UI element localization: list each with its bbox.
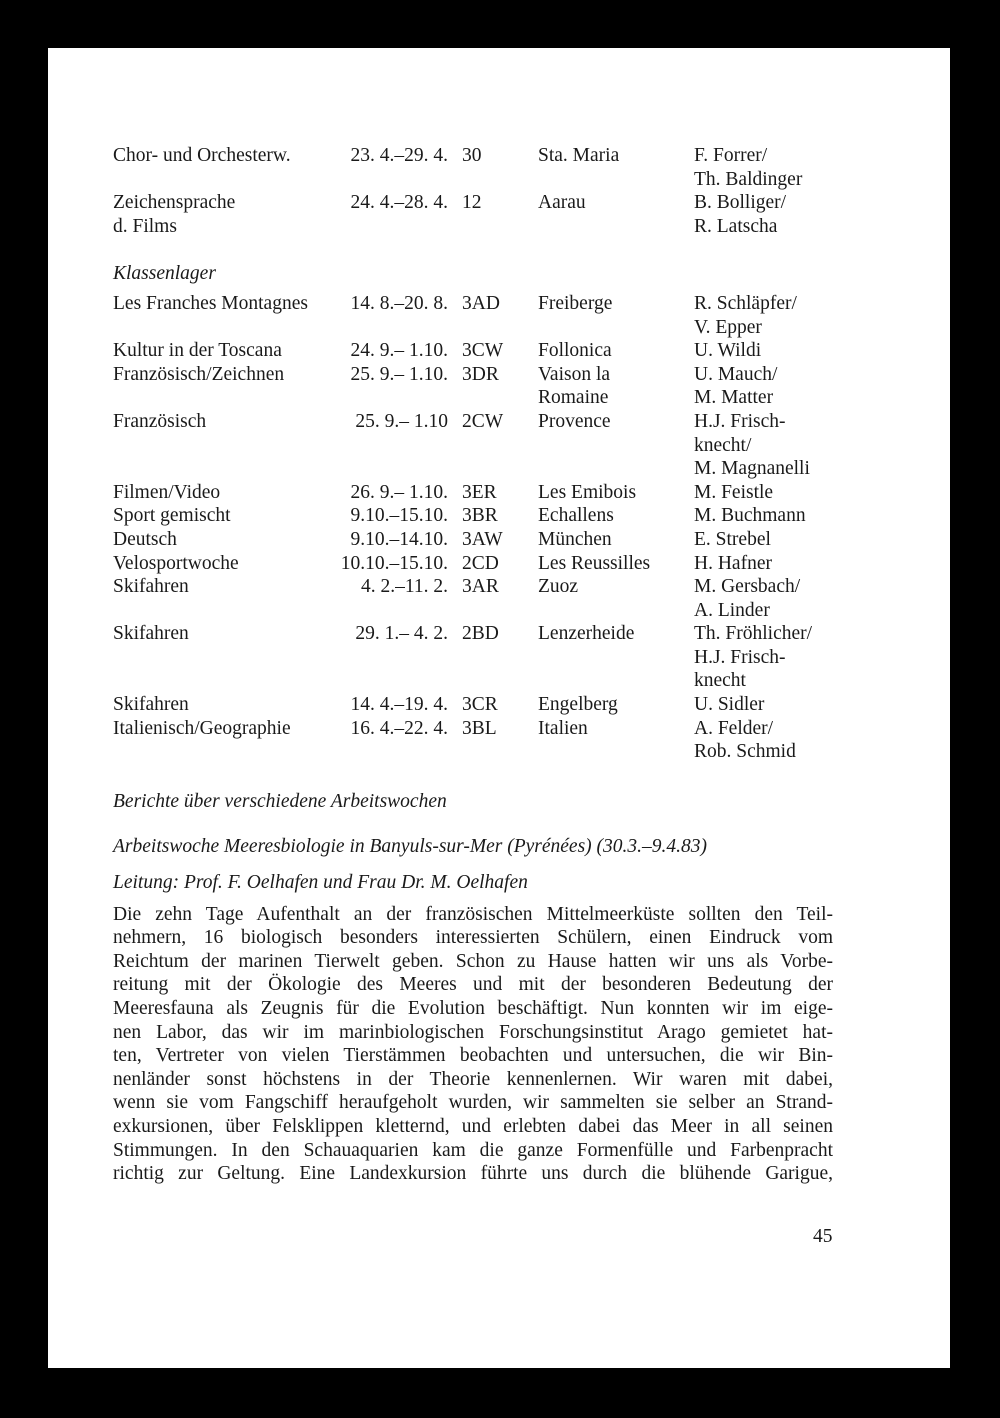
leader: U. Sidler <box>694 694 765 716</box>
leader: knecht <box>694 670 746 692</box>
paragraph-line: Meeresfauna als Zeugnis für die Evolution beschäftigt. Nun konnten wir im eige- <box>113 998 833 1019</box>
body-paragraph <box>113 903 833 1186</box>
course-title-cell <box>113 504 325 528</box>
leader-cell <box>694 339 761 363</box>
paragraph-line: Stimmungen. In den Schauaquarien kam die ganze Formenfülle und Farbenpracht <box>113 1139 833 1161</box>
course-title-cell <box>113 144 325 191</box>
course-title: Skifahren <box>113 576 189 598</box>
place: Italien <box>538 717 588 739</box>
leader: F. Forrer/ <box>694 145 768 166</box>
course-title: Deutsch <box>113 528 177 550</box>
course-title-cell <box>113 363 325 410</box>
date-cell: 25. 9.– 1.10. <box>350 363 448 385</box>
arbeitswochen-table <box>113 144 833 238</box>
place: Vaison la <box>538 363 611 385</box>
place-cell <box>538 481 694 505</box>
leader: Th. Fröhlicher/ <box>694 623 813 645</box>
date-cell: 14. 8.–20. 8. <box>350 292 448 314</box>
page-content <box>113 144 833 1186</box>
place: Aarau <box>538 192 586 214</box>
course-title-cell <box>113 292 325 339</box>
leader-cell <box>694 191 786 238</box>
paragraph-line: reitung mit der Ökologie des Meeres und mit der besonderen Bedeutung der <box>113 974 833 996</box>
place: Engelberg <box>538 694 618 716</box>
table-row <box>113 339 833 363</box>
course-title: Chor- und Orchesterw. <box>113 145 291 166</box>
table-row <box>113 528 833 552</box>
date-cell: 4. 2.–11. 2. <box>360 576 448 598</box>
place: Les Emibois <box>538 481 637 503</box>
date-cell: 10.10.–15.10. <box>340 552 448 574</box>
table-row <box>113 410 833 481</box>
page-number: 45 <box>813 1226 833 1247</box>
place-cell <box>538 191 694 238</box>
leader: A. Felder/ <box>694 717 774 739</box>
date-cell: 9.10.–15.10. <box>350 505 448 527</box>
leader: M. Magnanelli <box>694 458 810 480</box>
place-cell <box>538 363 694 410</box>
table-row <box>113 552 833 576</box>
course-title-cell <box>113 339 325 363</box>
class-code-cell: 2BD <box>462 623 499 645</box>
leader-cell <box>694 292 797 339</box>
course-title-cell <box>113 481 325 505</box>
place-cell <box>538 717 694 764</box>
course-title: Skifahren <box>113 694 189 716</box>
course-title: Filmen/Video <box>113 481 221 503</box>
place: Provence <box>538 410 611 432</box>
class-code-cell: 3CW <box>462 340 504 362</box>
course-title-cell <box>113 191 325 238</box>
leader: M. Gersbach/ <box>694 576 801 598</box>
paragraph-line: nenländer sonst höchstens in der Theorie kennenlernen. Wir waren mit dabei, <box>113 1068 833 1090</box>
paragraph-line: exkursionen, über Felsklippen kletternd, und erlebten dabei das Meer in all seinen <box>113 1115 833 1137</box>
table-row <box>113 622 833 693</box>
leader-cell <box>694 410 810 481</box>
place: Freiberge <box>538 292 613 314</box>
class-code-cell: 3DR <box>462 363 499 385</box>
date-cell: 9.10.–14.10. <box>350 528 448 550</box>
date-cell: 14. 4.–19. 4. <box>350 694 448 716</box>
class-code-cell: 2CD <box>462 552 499 574</box>
course-title: Zeichensprache <box>113 192 236 214</box>
leader: Rob. Schmid <box>694 741 796 763</box>
place-cell <box>538 575 694 622</box>
leitung-line: Leitung: Prof. F. Oelhafen und Frau Dr. M. Oelhafen <box>113 872 528 894</box>
leader: M. Buchmann <box>694 505 806 527</box>
berichte-heading: Berichte über verschiedene Arbeitswochen <box>113 790 447 812</box>
leader: A. Linder <box>694 599 770 621</box>
course-title: Les Franches Montagnes <box>113 292 308 314</box>
leader-cell <box>694 504 806 528</box>
course-title-cell <box>113 693 325 717</box>
paragraph-line: Reichtum der marinen Tierwelt geben. Schon zu Hause hatten wir uns als Vorbe- <box>113 950 833 972</box>
table-row <box>113 717 833 764</box>
table-row <box>113 575 833 622</box>
leader: R. Schläpfer/ <box>694 292 797 314</box>
place-cell <box>538 528 694 552</box>
course-title-cell <box>113 575 325 622</box>
class-code-cell: 3CR <box>462 694 498 716</box>
class-code-cell: 3ER <box>462 481 497 503</box>
paragraph-line: ten, Vertreter von vielen Tierstämmen beobachten und untersuchen, die wir Bin- <box>113 1045 833 1067</box>
course-title-cell <box>113 410 325 481</box>
place-cell <box>538 622 694 693</box>
document-page <box>48 48 950 1368</box>
date-cell: 16. 4.–22. 4. <box>350 717 448 739</box>
paragraph-line: nehmern, 16 biologisch besonders interessierten Schülern, einen Eindruck vom <box>113 927 833 949</box>
class-code-cell: 30 <box>462 145 482 166</box>
leader-cell <box>694 622 812 693</box>
table-row <box>113 191 833 238</box>
course-title-cell <box>113 552 325 576</box>
date-cell: 24. 4.–28. 4. <box>350 192 448 214</box>
class-code-cell: 3BR <box>462 505 498 527</box>
class-code-cell: 2CW <box>462 410 504 432</box>
course-title-cell <box>113 528 325 552</box>
course-title: Sport gemischt <box>113 505 231 527</box>
place: Les Reussilles <box>538 552 651 574</box>
place-cell <box>538 339 694 363</box>
place: Follonica <box>538 340 612 362</box>
leader-cell <box>694 552 772 576</box>
place-cell <box>538 410 694 481</box>
course-title: Velosportwoche <box>113 552 239 574</box>
leader: H.J. Frisch- <box>694 646 786 668</box>
course-title: d. Films <box>113 215 177 237</box>
place: Zuoz <box>538 576 579 598</box>
course-title-cell <box>113 717 325 764</box>
class-code-cell: 3BL <box>462 717 497 739</box>
place-cell <box>538 693 694 717</box>
course-title-cell <box>113 622 325 693</box>
paragraph-line: Die zehn Tage Aufenthalt an der französischen Mittelmeerküste sollten den Teil- <box>113 903 833 925</box>
leader: V. Epper <box>694 316 762 338</box>
leader: R. Latscha <box>694 215 778 237</box>
course-title: Französisch/Zeichnen <box>113 363 285 385</box>
paragraph-line: richtig zur Geltung. Eine Landexkursion führte uns durch die blühende Garigue, <box>113 1163 833 1185</box>
table-row <box>113 363 833 410</box>
class-code-cell: 3AD <box>462 292 500 314</box>
leader: M. Matter <box>694 387 774 409</box>
date-cell: 29. 1.– 4. 2. <box>355 623 448 645</box>
klassenlager-table <box>113 292 833 764</box>
table-row <box>113 292 833 339</box>
class-code-cell: 3AR <box>462 576 499 598</box>
course-title: Kultur in der Toscana <box>113 340 282 362</box>
place: Sta. Maria <box>538 145 620 166</box>
leader-cell <box>694 528 771 552</box>
table-row <box>113 504 833 528</box>
table-row <box>113 693 833 717</box>
class-code-cell: 12 <box>462 192 482 214</box>
leader: E. Strebel <box>694 528 771 550</box>
arbeitswoche-heading: Arbeitswoche Meeresbiologie in Banyuls-sur-Mer (Pyrénées) (30.3.–9.4.83) <box>113 836 708 858</box>
leader-cell <box>694 717 796 764</box>
leader-cell <box>694 693 764 717</box>
place: Lenzerheide <box>538 623 635 645</box>
leader: knecht/ <box>694 434 752 456</box>
klassenlager-heading: Klassenlager <box>113 263 216 285</box>
place-cell <box>538 292 694 339</box>
place-cell <box>538 504 694 528</box>
leader-cell <box>694 363 777 410</box>
table-row <box>113 481 833 505</box>
leader: U. Wildi <box>694 340 762 362</box>
date-cell: 23. 4.–29. 4. <box>350 145 448 166</box>
leader-cell <box>694 481 773 505</box>
paragraph-line: wenn sie vom Fangschiff heraufgeholt wurden, wir sammelten sie selber an Strand- <box>113 1092 833 1114</box>
date-cell: 26. 9.– 1.10. <box>350 481 448 503</box>
paragraph-line: nen Labor, das wir im marinbiologischen Forschungsinstitut Arago gemietet hat- <box>113 1021 833 1043</box>
leader: M. Feistle <box>694 481 774 503</box>
leader: Th. Baldinger <box>694 168 803 190</box>
leader: U. Mauch/ <box>694 363 778 385</box>
course-title: Italienisch/Geographie <box>113 717 291 739</box>
place-cell <box>538 144 694 191</box>
class-code-cell: 3AW <box>462 528 503 550</box>
date-cell: 25. 9.– 1.10 <box>355 410 448 432</box>
place: München <box>538 528 612 550</box>
leader: H.J. Frisch- <box>694 410 786 432</box>
leader-cell <box>694 144 802 191</box>
leader: B. Bolliger/ <box>694 192 787 214</box>
place-cell <box>538 552 694 576</box>
course-title: Skifahren <box>113 623 189 645</box>
date-cell: 24. 9.– 1.10. <box>350 340 448 362</box>
leader: H. Hafner <box>694 552 772 574</box>
place: Echallens <box>538 505 614 527</box>
table-row <box>113 144 833 191</box>
course-title: Französisch <box>113 410 207 432</box>
place: Romaine <box>538 387 609 409</box>
leader-cell <box>694 575 800 622</box>
